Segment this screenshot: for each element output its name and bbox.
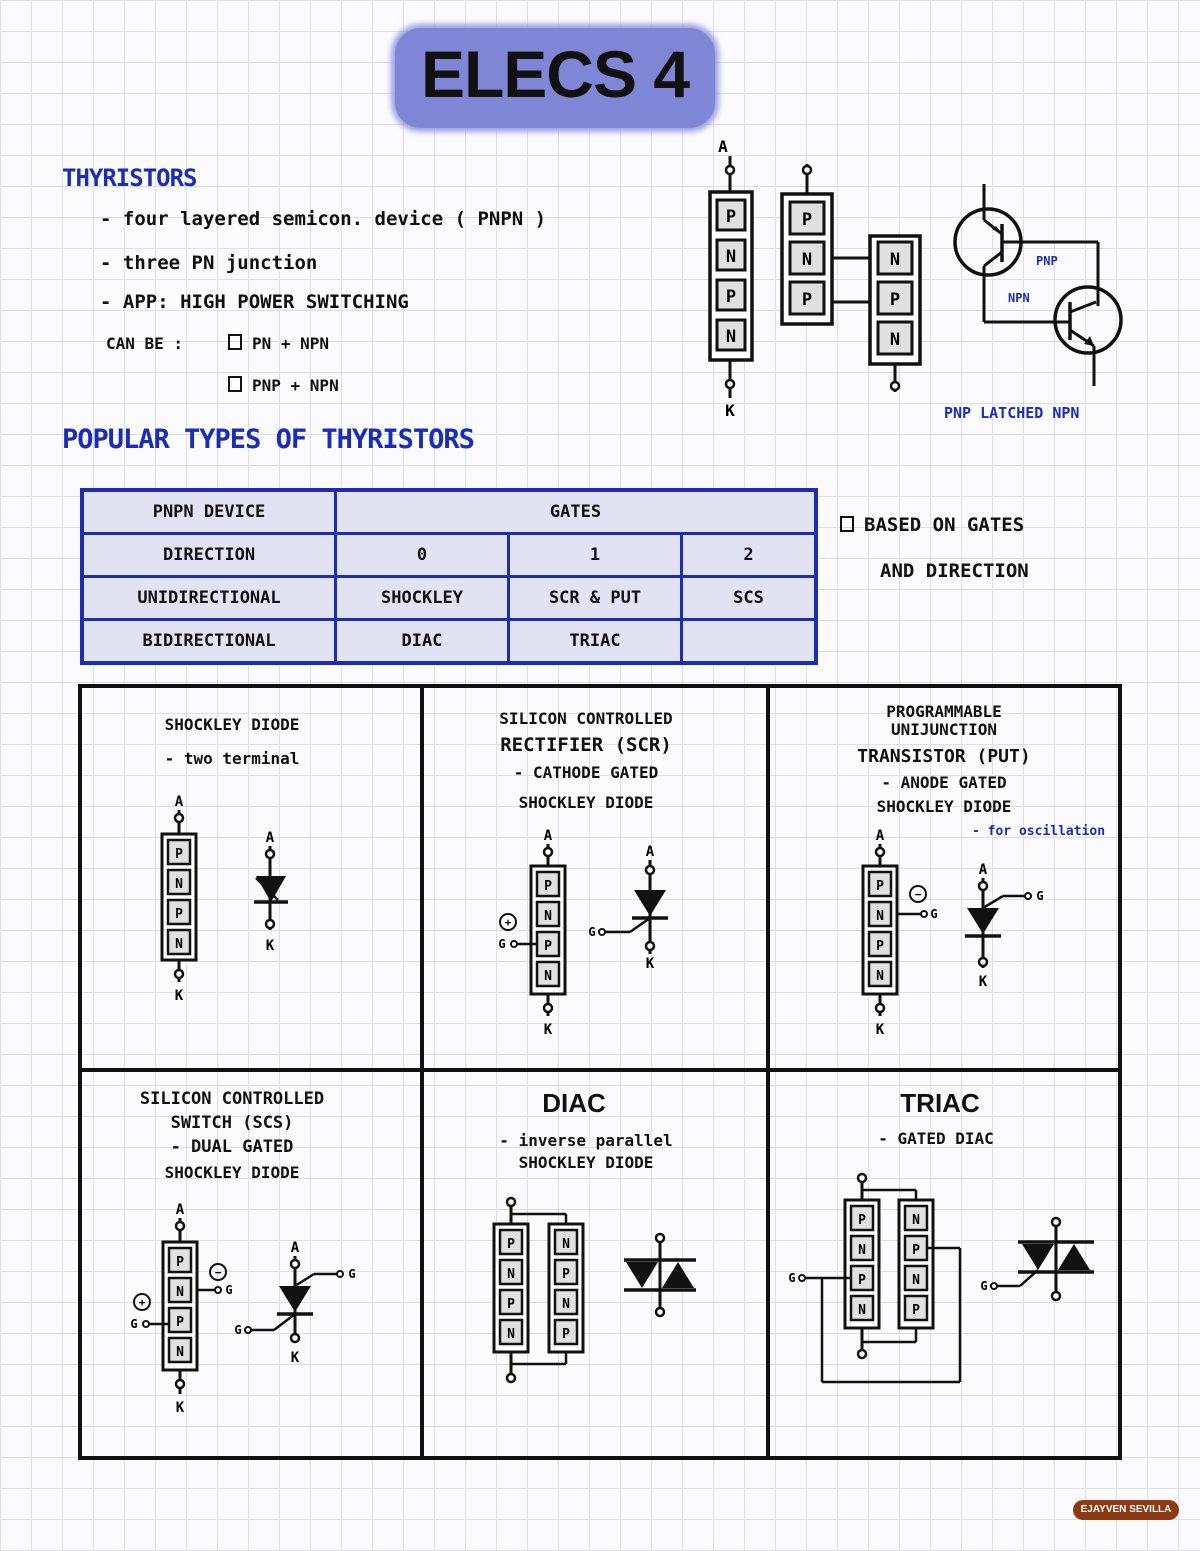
svg-text:N: N: [858, 1243, 866, 1258]
shockley-subtitle: - two terminal: [164, 749, 300, 768]
can-be-option-1: PN + NPN: [228, 334, 329, 353]
bullet-2: - three PN junction: [100, 252, 318, 274]
svg-text:N: N: [912, 1273, 920, 1288]
thyristors-heading: THYRISTORS: [62, 164, 197, 192]
put-title-line-5: SHOCKLEY DIODE: [876, 797, 1012, 816]
svg-text:A: A: [290, 1240, 300, 1256]
diac-diagram: [480, 1190, 710, 1390]
svg-text:N: N: [725, 247, 737, 267]
svg-text:N: N: [912, 1213, 920, 1228]
svg-text:A: A: [265, 830, 275, 846]
put-title-line-2: UNIJUNCTION: [891, 720, 997, 739]
svg-text:P: P: [858, 1213, 866, 1228]
transistor-pair: [944, 184, 1121, 422]
svg-text:A: A: [718, 137, 728, 156]
bullet-1: - four layered semicon. device ( PNPN ): [100, 208, 547, 230]
svg-text:N: N: [507, 1327, 515, 1342]
svg-text:−: −: [914, 888, 922, 901]
svg-text:P: P: [562, 1327, 570, 1342]
svg-text:A: A: [174, 794, 184, 810]
scr-title-line-2: RECTIFIER (SCR): [500, 734, 672, 756]
put-title-line-3: TRANSISTOR (PUT): [857, 746, 1031, 767]
svg-text:P: P: [725, 287, 737, 307]
svg-text:G: G: [930, 907, 938, 921]
scs-diagram: [120, 1200, 370, 1420]
device-header: PNPN DEVICE: [82, 490, 336, 534]
table-row: BIDIRECTIONAL DIAC TRIAC: [82, 620, 816, 664]
svg-text:N: N: [175, 937, 183, 952]
svg-text:A: A: [875, 828, 885, 844]
svg-text:P: P: [562, 1267, 570, 1282]
svg-text:N: N: [801, 250, 813, 270]
svg-text:P: P: [889, 290, 901, 310]
svg-text:K: K: [175, 1400, 185, 1416]
svg-text:G: G: [348, 1267, 356, 1281]
popular-heading: POPULAR TYPES OF THYRISTORS: [62, 424, 474, 455]
thyristor-types-table: [80, 488, 818, 665]
svg-text:P: P: [544, 879, 552, 894]
gate-count-0: 0: [336, 534, 509, 577]
svg-text:K: K: [543, 1022, 553, 1038]
svg-text:N: N: [876, 909, 884, 924]
grid-divider: [766, 684, 770, 1460]
can-be-option-2: PNP + NPN: [228, 376, 339, 395]
table-note-line-2: AND DIRECTION: [880, 560, 1029, 582]
scr-title-line-1: SILICON CONTROLLED: [499, 709, 673, 728]
svg-text:P: P: [876, 879, 884, 894]
triac-title: TRIAC: [900, 1088, 980, 1118]
gates-header: GATES: [336, 490, 817, 534]
svg-text:P: P: [912, 1303, 920, 1318]
svg-text:N: N: [725, 327, 737, 347]
put-title-line-4: - ANODE GATED: [881, 773, 1007, 792]
svg-text:N: N: [176, 1345, 184, 1360]
svg-text:G: G: [980, 1279, 988, 1293]
svg-text:P: P: [507, 1297, 515, 1312]
scr-title-line-3: - CATHODE GATED: [513, 763, 659, 782]
svg-text:N: N: [889, 330, 901, 350]
gate-count-2: 2: [682, 534, 817, 577]
svg-text:P: P: [858, 1273, 866, 1288]
svg-text:G: G: [788, 1271, 796, 1285]
put-note: - for oscillation: [972, 824, 1106, 839]
checkbox-icon: [840, 516, 854, 532]
split-npn: [870, 236, 920, 392]
svg-text:N: N: [544, 969, 552, 984]
svg-text:+: +: [504, 916, 512, 929]
svg-text:G: G: [130, 1317, 138, 1331]
scs-title-line-4: SHOCKLEY DIODE: [164, 1163, 300, 1182]
pnpn-stack: [710, 137, 752, 420]
signature-badge: EJAYVEN SEVILLA: [1073, 1500, 1179, 1520]
svg-text:P: P: [175, 847, 183, 862]
svg-text:G: G: [1036, 889, 1044, 903]
svg-text:N: N: [858, 1303, 866, 1318]
intro-diagrams: [690, 130, 1170, 430]
scr-title-line-4: SHOCKLEY DIODE: [518, 793, 654, 812]
svg-text:N: N: [876, 969, 884, 984]
svg-text:A: A: [543, 828, 553, 844]
latched-caption: PNP LATCHED NPN: [944, 404, 1080, 422]
put-title-line-1: PROGRAMMABLE: [886, 702, 1002, 721]
split-pnp: [782, 164, 872, 324]
checkbox-icon: [228, 334, 242, 350]
svg-text:+: +: [138, 1296, 146, 1309]
svg-text:P: P: [912, 1243, 920, 1258]
direction-header: DIRECTION: [82, 534, 336, 577]
svg-text:N: N: [889, 250, 901, 270]
svg-text:P: P: [176, 1255, 184, 1270]
triac-subtitle: - GATED DIAC: [878, 1129, 994, 1148]
diac-subtitle-line-1: - inverse parallel: [499, 1131, 673, 1150]
svg-text:P: P: [175, 907, 183, 922]
svg-text:K: K: [290, 1350, 300, 1366]
svg-text:NPN: NPN: [1008, 291, 1030, 305]
svg-text:K: K: [978, 974, 988, 990]
svg-text:G: G: [588, 925, 596, 939]
table-row: UNIDIRECTIONAL SHOCKLEY SCR & PUT SCS: [82, 577, 816, 620]
svg-text:P: P: [876, 939, 884, 954]
bullet-3: - APP: HIGH POWER SWITCHING: [100, 291, 409, 313]
checkbox-icon: [228, 376, 242, 392]
svg-text:G: G: [234, 1323, 242, 1337]
can-be-label: CAN BE :: [106, 334, 184, 353]
svg-text:K: K: [174, 988, 184, 1004]
svg-text:A: A: [175, 1202, 185, 1218]
svg-text:A: A: [645, 844, 655, 860]
svg-text:K: K: [645, 956, 655, 972]
scs-title-line-2: SWITCH (SCS): [170, 1113, 294, 1133]
shockley-diagram: [140, 790, 320, 1010]
svg-text:N: N: [562, 1237, 570, 1252]
page-title: ELECS 4: [420, 37, 690, 111]
svg-text:P: P: [725, 207, 737, 227]
svg-text:G: G: [498, 937, 506, 951]
diac-subtitle-line-2: SHOCKLEY DIODE: [518, 1153, 654, 1172]
triac-diagram: [782, 1170, 1102, 1400]
svg-text:P: P: [507, 1237, 515, 1252]
svg-text:N: N: [507, 1267, 515, 1282]
svg-text:N: N: [562, 1297, 570, 1312]
table-note-line-1: BASED ON GATES: [840, 514, 1024, 536]
svg-text:A: A: [978, 862, 988, 878]
svg-text:K: K: [875, 1022, 885, 1038]
svg-text:P: P: [801, 210, 813, 230]
svg-text:N: N: [544, 909, 552, 924]
put-diagram: [840, 826, 1060, 1046]
diac-title: DIAC: [542, 1088, 606, 1118]
svg-text:K: K: [265, 938, 275, 954]
scs-title-line-3: - DUAL GATED: [170, 1137, 294, 1157]
scr-diagram: [494, 826, 694, 1046]
svg-text:P: P: [801, 290, 813, 310]
svg-text:P: P: [176, 1315, 184, 1330]
svg-text:PNP: PNP: [1036, 254, 1058, 268]
gate-count-1: 1: [509, 534, 682, 577]
scs-title-line-1: SILICON CONTROLLED: [139, 1089, 325, 1109]
svg-text:G: G: [225, 1283, 233, 1297]
shockley-title: SHOCKLEY DIODE: [164, 715, 300, 734]
svg-text:N: N: [176, 1285, 184, 1300]
grid-divider: [420, 684, 424, 1460]
svg-text:K: K: [725, 401, 735, 420]
grid-divider: [78, 1068, 1122, 1072]
svg-text:N: N: [175, 877, 183, 892]
svg-text:−: −: [214, 1266, 222, 1279]
svg-text:P: P: [544, 939, 552, 954]
